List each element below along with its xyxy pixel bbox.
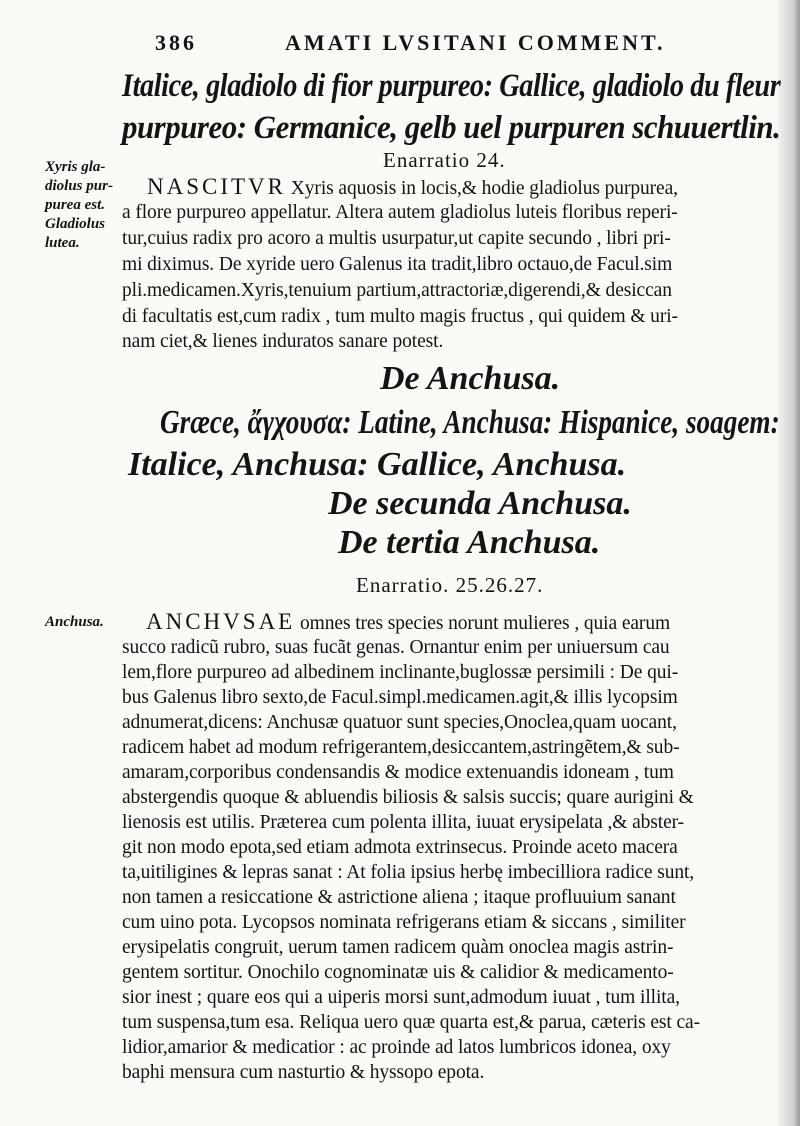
initial-word: ANCHVSAE (146, 609, 296, 634)
section-title-tertia: De tertia Anchusa. (338, 524, 601, 561)
running-header (155, 30, 760, 56)
text-line: tum suspensa,tum esa. Reliqua uero quæ quarta est,& parua, cæteris est ca- (122, 1012, 700, 1033)
enarratio-heading-24: Enarratio 24. (383, 148, 506, 172)
text-line: adnumerat,dicens: Anchusæ quatuor sunt species,Onoclea,quam uocant, (122, 712, 677, 733)
text-line: erysipelatis congruit, uerum tamen radicem quàm onoclea magis astrin- (122, 937, 674, 958)
names-line-1: Italice, gladiolo di fior purpureo: Gallice, gladiolo du fleur (122, 68, 781, 104)
margin-note-xyris (45, 158, 113, 253)
running-title: AMATI LVSITANI COMMENT. (285, 30, 666, 55)
text-line: ta,uitiligines & lepras sanat : At folia ipsius herbę imbecilliora radice sunt, (122, 862, 695, 883)
text-line: tur,cuius radix pro acoro a multis usurpatur,ut capite secundo , libri pri- (122, 228, 671, 249)
xyris-first-line (147, 174, 678, 200)
section-title-anchusa: De Anchusa. (380, 360, 561, 397)
text-line: baphi mensura cum nasturtio & hyssopo epota. (122, 1062, 485, 1083)
page-number: 386 (155, 30, 197, 55)
page-edge-shadow (778, 0, 800, 1126)
enarratio-heading-25: Enarratio. 25.26.27. (356, 573, 544, 597)
text-line: lienosis est utilis. Præterea cum polenta illita, iuuat erysipelata ,& abster- (122, 812, 685, 833)
text-run: omnes tres species norunt mulieres , quia earum (300, 613, 671, 634)
names-line-2: purpureo: Germanice, gelb uel purpuren schuuertlin. (122, 110, 781, 146)
margin-note-line: purea est. (45, 197, 105, 213)
text-line: git non modo epota,sed etiam admota extrinsecus. Proinde aceto macera (122, 837, 678, 858)
text-run: Xyris aquosis in locis,& hodie gladiolus purpurea, (290, 178, 678, 199)
text-line: succo radicũ rubro, suas fucãt genas. Ornantur enim per uniuersum cau (122, 637, 670, 658)
text-line: radicem habet ad modum refrigerantem,desiccantem,astringẽtem,& sub- (122, 737, 680, 758)
names-anchusa-line-2: Italice, Anchusa: Gallice, Anchusa. (128, 446, 627, 483)
text-line: a flore purpureo appellatur. Altera autem gladiolus luteis floribus reperi- (122, 202, 678, 223)
text-line: pli.medicamen.Xyris,tenuium partium,attractoriæ,digerendi,& desiccan (122, 280, 672, 301)
text-line: sior inest ; quare eos qui a uiperis morsi sunt,admodum iuuat , tum illita, (122, 987, 680, 1008)
text-line: lem,flore purpureo ad albedinem inclinante,buglossæ persimili : De qui- (122, 662, 679, 683)
margin-note-line: lutea. (45, 235, 80, 251)
text-line: bus Galenus libro sexto,de Facul.simpl.medicamen.agit,& illis lycopsim (122, 687, 678, 708)
text-line: amaram,corporibus condensandis & modice extenuandis idoneam , tum (122, 762, 674, 783)
text-line: non tamen a resiccatione & astrictione aliena ; itaque profluuium sanant (122, 887, 676, 908)
text-line: lidior,amarior & medicatior : ac proinde ad latos lumbricos idonea, oxy (122, 1037, 671, 1058)
text-line: mi diximus. De xyride uero Galenus ita tradit,libro octauo,de Facul.sim (122, 254, 673, 275)
names-anchusa-line-1: Græce, ἄγχουσα: Latine, Anchusa: Hispanice, soagem: (160, 404, 780, 441)
margin-note-line: Gladiolus (45, 216, 106, 232)
margin-note-line: diolus pur- (45, 178, 113, 194)
text-line: gentem sortitur. Onochilo cognominatæ uis & calidior & medicamento- (122, 962, 674, 983)
text-line: abstergendis quoque & abluendis biliosis & salsis succis; quare aurigini & (122, 787, 694, 808)
initial-word: NASCITVR (147, 174, 287, 199)
text-line: nam ciet,& lienes induratos sanare potest. (122, 331, 444, 352)
section-title-secunda: De secunda Anchusa. (328, 485, 632, 522)
margin-note-anchusa: Anchusa. (45, 614, 104, 630)
anchusa-first-line (146, 609, 670, 635)
text-line: cum uino pota. Lycopsos nominata refrigerans etiam & siccans , similiter (122, 912, 686, 933)
text-line: di facultatis est,cum radix , tum multo magis fructus , qui quidem & uri- (122, 306, 678, 327)
margin-note-line: Xyris gla- (45, 159, 106, 175)
